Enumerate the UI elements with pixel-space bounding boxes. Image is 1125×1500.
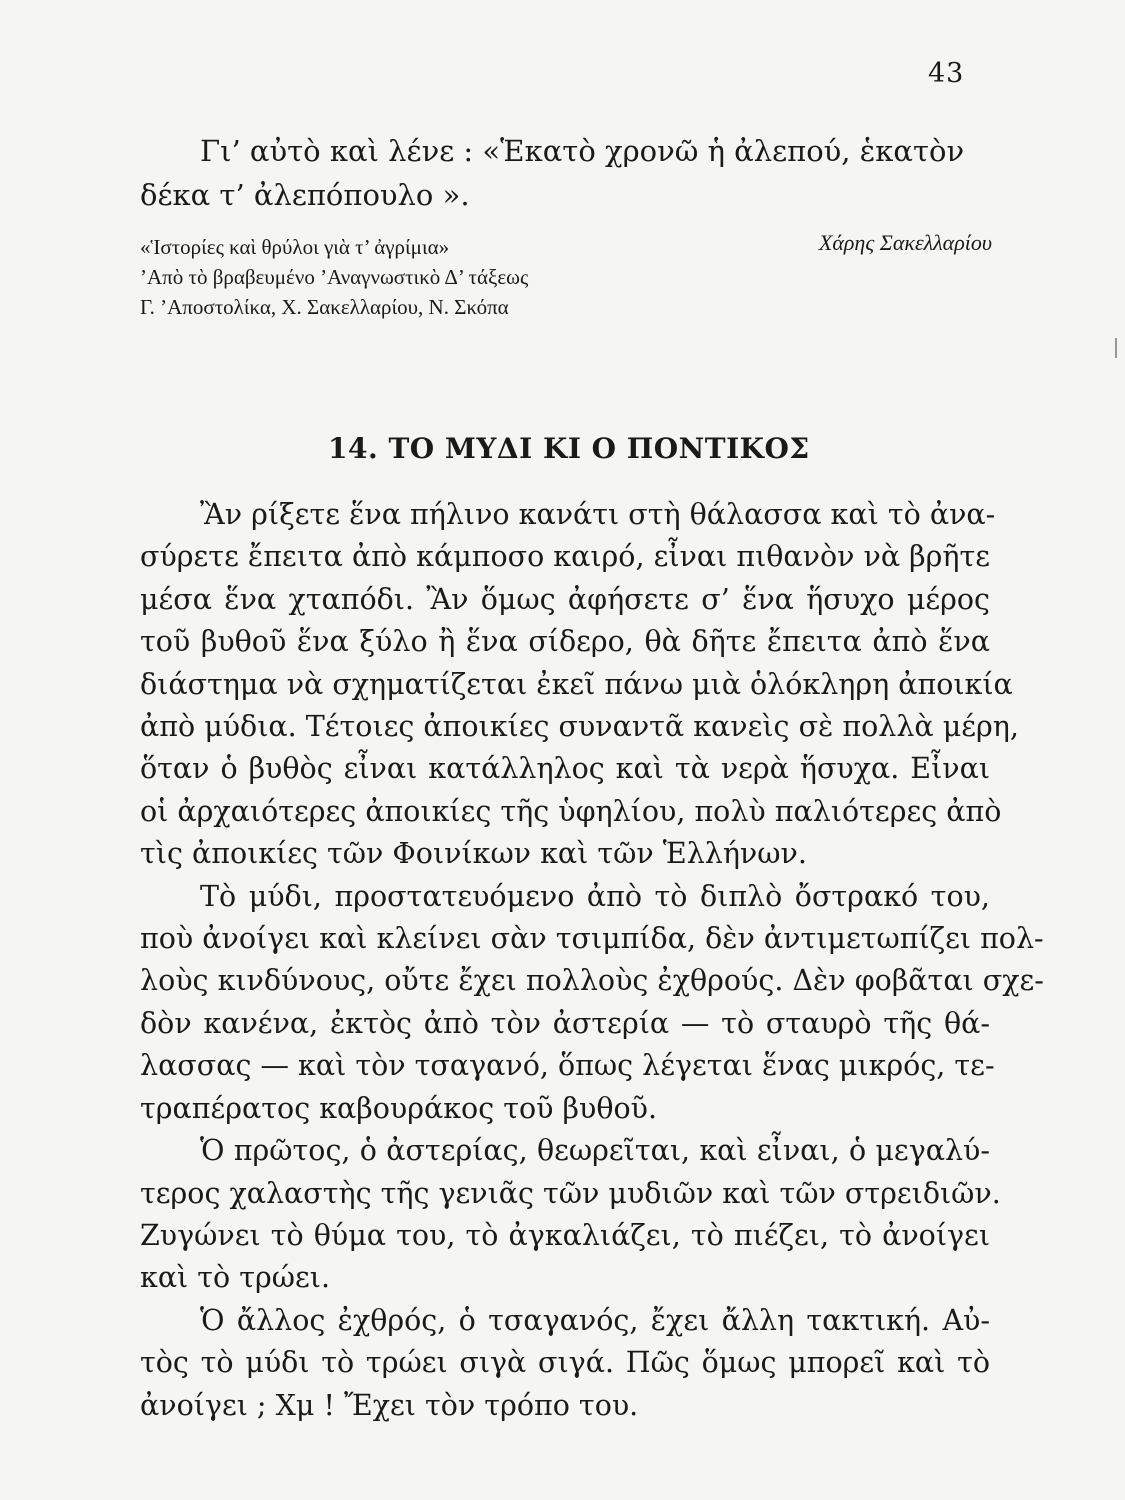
- body-line: τερος χαλαστὴς τῆς γενιᾶς τῶν μυδιῶν καὶ τῶν στρειδιῶν.: [140, 1176, 1001, 1210]
- body-line: τοῦ βυθοῦ ἕνα ξύλο ἢ ἕνα σίδερο, θὰ δῆτε ἔπειτα ἀπὸ ἕνα: [140, 625, 990, 659]
- body-line: τραπέρατος καβουράκος τοῦ βυθοῦ.: [140, 1091, 658, 1125]
- source-line-1: «Ἱστορίες καὶ θρύλοι γιὰ τ’ ἀγρίμια»: [140, 235, 450, 259]
- body-line: τὸς τὸ μύδι τὸ τρώει σιγὰ σιγά. Πῶς ὅμως μπορεῖ καὶ τὸ: [140, 1346, 990, 1380]
- body-line: οἱ ἀρχαιότερες ἀποικίες τῆς ὑφηλίου, πολὺ παλιότερες ἀπὸ: [140, 794, 1002, 828]
- body-line: ἀπὸ μύδια. Τέτοιες ἀποικίες συναντᾶ κανεὶς σὲ πολλὰ μέρη,: [140, 710, 1019, 744]
- body-line: λασσας — καὶ τὸν τσαγανό, ὅπως λέγεται ἕνας μικρός, τε-: [140, 1049, 995, 1083]
- body-line: μέσα ἕνα χταπόδι. Ἂν ὅμως ἀφήσετε σ’ ἕνα ἥσυχο μέρος: [140, 582, 990, 616]
- source-line-3: Γ. ’Αποστολίκα, Χ. Σακελλαρίου, Ν. Σκόπα: [140, 295, 509, 319]
- body-line: ὅταν ὁ βυθὸς εἶναι κατάλληλος καὶ τὰ νερὰ ἥσυχα. Εἶναι: [140, 752, 990, 786]
- source-author: Χάρης Σακελλαρίου: [818, 230, 992, 255]
- body-line: Ἂν ρίξετε ἕνα πήλινο κανάτι στὴ θάλασσα καὶ τὸ ἀνα-: [200, 498, 996, 531]
- chapter-title: 14. ΤΟ ΜΥΔΙ ΚΙ Ο ΠΟΝΤΙΚΟΣ: [328, 432, 810, 465]
- source-line-2: ’Απὸ τὸ βραβευμένο ’Αναγνωστικὸ Δ’ τάξεως: [140, 265, 529, 289]
- body-line: Ζυγώνει τὸ θύμα του, τὸ ἀγκαλιάζει, τὸ πιέζει, τὸ ἀνοίγει: [140, 1218, 990, 1252]
- body-line: δὸν κανένα, ἐκτὸς ἀπὸ τὸν ἀστερία — τὸ σταυρὸ τῆς θά-: [140, 1006, 990, 1040]
- source-citation: [140, 232, 528, 322]
- quote-line-1: Γι’ αὐτὸ καὶ λένε : «Ἑκατὸ χρονῶ ἡ ἀλεπού, ἑκατὸν: [200, 134, 965, 168]
- quote-line-2: δέκα τ’ ἀλεπόπουλο ».: [140, 178, 470, 212]
- body-line: Ὁ ἄλλος ἐχθρός, ὁ τσαγανός, ἔχει ἄλλη τακτική. Αὐ-: [200, 1303, 990, 1337]
- body-text: [140, 494, 1044, 1427]
- body-line: ποὺ ἀνοίγει καὶ κλείνει σὰν τσιμπίδα, δὲν ἀντιμετωπίζει πολ-: [140, 922, 1044, 956]
- body-line: Ὁ πρῶτος, ὁ ἀστερίας, θεωρεῖται, καὶ εἶναι, ὁ μεγαλύ-: [200, 1134, 990, 1168]
- body-line: ἀνοίγει ; Χμ ! Ἔχει τὸν τρόπο του.: [140, 1388, 639, 1422]
- body-line: λοὺς κινδύνους, οὔτε ἔχει πολλοὺς ἐχθρούς. Δὲν φοβᾶται σχε-: [140, 964, 1044, 998]
- body-line: καὶ τὸ τρώει.: [140, 1261, 331, 1295]
- body-line: διάστημα νὰ σχηματίζεται ἐκεῖ πάνω μιὰ ὁλόκληρη ἀποικία: [140, 667, 1013, 701]
- scan-edge-mark: [1115, 338, 1117, 358]
- body-line: τὶς ἀποικίες τῶν Φοινίκων καὶ τῶν Ἑλλήνων.: [140, 837, 807, 871]
- body-line: Τὸ μύδι, προστατευόμενο ἀπὸ τὸ διπλὸ ὄστρακό του,: [200, 879, 990, 913]
- page-number: 43: [928, 58, 965, 89]
- body-line: σύρετε ἔπειτα ἀπὸ κάμποσο καιρό, εἶναι πιθανὸν νὰ βρῆτε: [140, 540, 990, 574]
